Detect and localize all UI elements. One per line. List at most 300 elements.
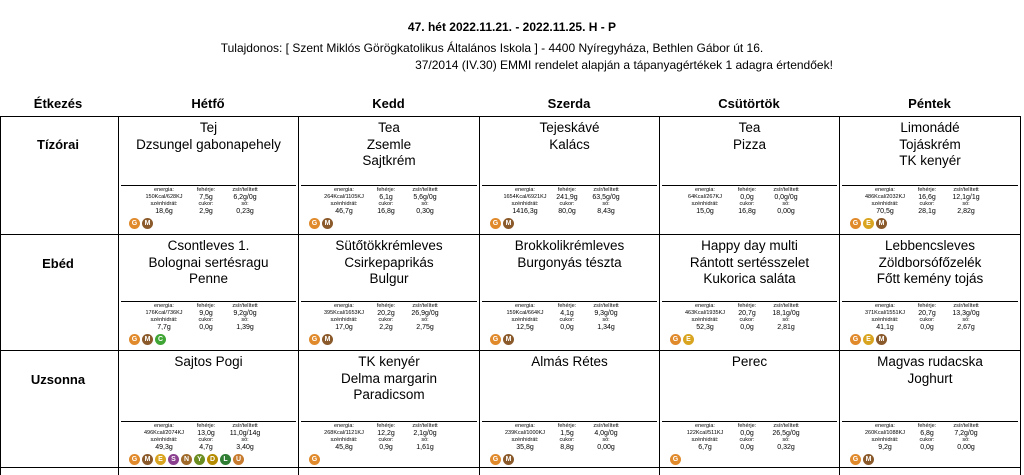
allergen-gluten-icon: G	[850, 218, 861, 229]
allergen-icons	[129, 334, 166, 345]
label-cukor: cukor:	[919, 201, 935, 207]
food-item: Bulgur	[369, 271, 409, 286]
label-zsir: zsír/telített	[953, 303, 979, 309]
nutrition-box	[840, 301, 1020, 349]
label-feherje: fehérje:	[196, 303, 216, 309]
label-energia: energia:	[695, 303, 715, 309]
value-zsir: 26,5g/0g	[772, 430, 800, 437]
label-cukor: cukor:	[739, 437, 755, 443]
value-so: 0,30g	[416, 208, 434, 215]
label-so: só:	[602, 317, 610, 323]
grid-line	[298, 116, 299, 475]
food-item: Főtt kemény tojás	[876, 271, 984, 286]
value-feherje: 20,7g	[918, 310, 936, 317]
value-cukor: 16,8g	[738, 208, 756, 215]
allergen-gluten-icon: G	[490, 454, 501, 465]
label-szenhidrat: szénhidrát:	[150, 437, 178, 443]
label-cukor: cukor:	[378, 201, 394, 207]
allergen-celery-icon: C	[155, 334, 166, 345]
label-szenhidrat: szénhidrát:	[330, 201, 358, 207]
label-so: só:	[962, 437, 970, 443]
value-cukor: 16,8g	[377, 208, 395, 215]
value-so: 1,34g	[597, 324, 615, 331]
nutrition-box	[480, 185, 659, 233]
food-list	[299, 120, 479, 170]
food-item: Tej	[199, 120, 218, 135]
value-zsir: 5,6g/0g	[413, 194, 437, 201]
label-feherje: fehérje:	[917, 423, 937, 429]
label-feherje: fehérje:	[196, 187, 216, 193]
grid-line	[0, 116, 1020, 117]
nutrition-box	[119, 185, 298, 233]
day-header-wednesday: Szerda	[547, 96, 591, 111]
label-so: só:	[421, 437, 429, 443]
allergen-mustard-icon: D	[207, 454, 218, 465]
menu-cell	[480, 351, 659, 467]
week-title: 47. hét 2022.11.21. - 2022.11.25. H - P	[407, 20, 617, 34]
day-header-thursday: Csütörtök	[718, 96, 780, 111]
food-list	[660, 354, 839, 371]
nutrition-divider	[301, 185, 477, 186]
allergen-egg-icon: E	[155, 454, 166, 465]
food-item: Joghurt	[907, 370, 953, 386]
label-feherje: fehérje:	[376, 423, 396, 429]
nutrition-table	[500, 303, 640, 331]
food-item: Burgonyás tészta	[517, 254, 622, 270]
allergen-gluten-icon: G	[850, 334, 861, 345]
value-so: 8,43g	[597, 208, 615, 215]
value-szenhidrat: 70,5g	[876, 208, 894, 215]
value-energia: 64Kcal/267KJ	[688, 194, 722, 200]
menu-cell	[119, 117, 298, 234]
value-cukor: 8,8g	[560, 444, 574, 451]
food-item: Tea	[738, 120, 761, 135]
allergen-milk-icon: M	[142, 218, 153, 229]
value-feherje: 6,8g	[920, 430, 934, 437]
food-item: Brokkolikrémleves	[514, 238, 625, 253]
label-cukor: cukor:	[559, 437, 575, 443]
value-energia: 496Kcal/2074KJ	[143, 430, 185, 436]
allergen-gluten-icon: G	[129, 454, 140, 465]
allergen-gluten-icon: G	[490, 218, 501, 229]
row-label-uzsonna: Uzsonna	[30, 372, 86, 387]
label-cukor: cukor:	[739, 317, 755, 323]
nutrition-divider	[662, 301, 837, 302]
allergen-icons	[490, 454, 514, 465]
label-energia: energia:	[875, 423, 895, 429]
menu-cell	[840, 117, 1020, 234]
value-energia: 176Kcal/736KJ	[145, 310, 183, 316]
food-item: TK kenyér	[899, 153, 961, 168]
allergen-lupin-icon: L	[220, 454, 231, 465]
value-so: 3,40g	[236, 444, 254, 451]
label-szenhidrat: szénhidrát:	[691, 437, 719, 443]
allergen-gluten-icon: G	[670, 334, 681, 345]
nutrition-divider	[482, 421, 657, 422]
food-list	[660, 120, 839, 153]
label-feherje: fehérje:	[376, 187, 396, 193]
food-list	[119, 238, 298, 288]
value-feherje: 16,6g	[918, 194, 936, 201]
nutrition-table	[319, 423, 459, 451]
label-so: só:	[602, 201, 610, 207]
grid-line	[1020, 116, 1021, 475]
value-energia: 239Kcal/1000KJ	[504, 430, 546, 436]
value-szenhidrat: 6,7g	[698, 444, 712, 451]
label-so: só:	[782, 437, 790, 443]
food-list	[840, 354, 1020, 387]
label-zsir: zsír/telített	[593, 303, 619, 309]
food-item: Delma margarin	[340, 370, 438, 386]
value-cukor: 80,0g	[558, 208, 576, 215]
value-feherje: 12,2g	[377, 430, 395, 437]
allergen-gluten-icon: G	[850, 454, 861, 465]
food-list	[119, 354, 298, 371]
nutrition-box	[480, 301, 659, 349]
nutrition-divider	[301, 301, 477, 302]
value-energia: 150Kcal/628KJ	[145, 194, 183, 200]
label-feherje: fehérje:	[557, 187, 577, 193]
grid-line	[0, 467, 1020, 468]
label-zsir: zsír/telített	[953, 187, 979, 193]
food-list	[840, 120, 1020, 170]
value-szenhidrat: 52,3g	[696, 324, 714, 331]
allergen-sulphite-icon: U	[233, 454, 244, 465]
day-header-friday: Péntek	[908, 96, 951, 111]
nutrition-box	[660, 185, 839, 233]
label-zsir: zsír/telített	[232, 423, 258, 429]
value-feherje: 6,1g	[379, 194, 393, 201]
label-zsir: zsír/telített	[232, 303, 258, 309]
label-so: só:	[962, 317, 970, 323]
label-so: só:	[421, 317, 429, 323]
food-list	[480, 120, 659, 153]
label-feherje: fehérje:	[196, 423, 216, 429]
menu-cell	[299, 117, 479, 234]
value-szenhidrat: 12,5g	[516, 324, 534, 331]
nutrition-table	[860, 423, 1000, 451]
label-energia: energia:	[154, 187, 174, 193]
value-zsir: 4,0g/0g	[594, 430, 618, 437]
nutrition-box	[119, 301, 298, 349]
nutrition-divider	[662, 421, 837, 422]
allergen-milk-icon: M	[863, 454, 874, 465]
value-energia: 264Kcal/1105KJ	[324, 194, 364, 200]
nutrition-divider	[482, 185, 657, 186]
value-szenhidrat: 17,0g	[335, 324, 353, 331]
label-zsir: zsír/telített	[773, 303, 799, 309]
value-energia: 122Kcal/511KJ	[686, 430, 724, 436]
label-szenhidrat: szénhidrát:	[511, 201, 539, 207]
meal-column-header: Étkezés	[33, 96, 83, 111]
allergen-milk-icon: M	[876, 218, 887, 229]
label-cukor: cukor:	[378, 437, 394, 443]
label-energia: energia:	[695, 187, 715, 193]
label-cukor: cukor:	[559, 201, 575, 207]
nutrition-divider	[842, 301, 1018, 302]
label-feherje: fehérje:	[737, 187, 757, 193]
label-so: só:	[962, 201, 970, 207]
food-item: Sajtos Pogi	[174, 354, 243, 369]
allergen-icons	[670, 334, 694, 345]
grid-line	[839, 116, 840, 475]
grid-line	[659, 116, 660, 475]
allergen-sesame-icon: S	[168, 454, 179, 465]
label-feherje: fehérje:	[737, 303, 757, 309]
value-so: 0,00g	[957, 444, 975, 451]
grid-line	[118, 116, 119, 475]
grid-line	[0, 350, 1020, 351]
nutrition-box	[660, 301, 839, 349]
label-zsir: zsír/telített	[773, 187, 799, 193]
value-so: 1,61g	[416, 444, 434, 451]
value-feherje: 9,0g	[199, 310, 213, 317]
nutrition-divider	[301, 421, 477, 422]
nutrition-box	[480, 421, 659, 467]
label-cukor: cukor:	[198, 201, 214, 207]
food-item: Sütőtökkrémleves	[335, 238, 443, 253]
label-feherje: fehérje:	[376, 303, 396, 309]
food-item: Tojáskrém	[899, 136, 961, 152]
label-so: só:	[241, 201, 249, 207]
nutrition-table	[139, 423, 279, 451]
food-list	[480, 238, 659, 271]
value-energia: 463Kcal/1935KJ	[684, 310, 726, 316]
label-so: só:	[241, 317, 249, 323]
nutrition-table	[680, 423, 820, 451]
food-item: Kalács	[549, 136, 590, 152]
food-list	[299, 354, 479, 404]
value-feherje: 1,5g	[560, 430, 574, 437]
allergen-egg-icon: E	[863, 218, 874, 229]
food-item: Lebbencsleves	[884, 238, 976, 253]
menu-cell	[299, 351, 479, 467]
nutrition-divider	[121, 421, 296, 422]
value-cukor: 2,2g	[379, 324, 393, 331]
allergen-milk-icon: M	[503, 454, 514, 465]
value-feherje: 20,7g	[738, 310, 756, 317]
label-cukor: cukor:	[378, 317, 394, 323]
allergen-gluten-icon: G	[309, 454, 320, 465]
allergen-icons	[129, 218, 153, 229]
grid-line	[479, 116, 480, 475]
food-item: Almás Rétes	[531, 354, 608, 369]
label-energia: energia:	[515, 423, 535, 429]
value-zsir: 26,9g/0g	[411, 310, 439, 317]
nutrition-divider	[842, 185, 1018, 186]
nutrition-table	[680, 303, 820, 331]
label-szenhidrat: szénhidrát:	[691, 201, 719, 207]
label-szenhidrat: szénhidrát:	[871, 201, 899, 207]
nutrition-divider	[121, 185, 296, 186]
label-zsir: zsír/telített	[593, 187, 619, 193]
food-item: Magvas rudacska	[877, 354, 983, 369]
food-list	[299, 238, 479, 288]
grid-line	[0, 234, 1020, 235]
allergen-icons	[309, 454, 320, 465]
allergen-milk-icon: M	[322, 218, 333, 229]
allergen-icons	[850, 334, 887, 345]
value-szenhidrat: 35,8g	[516, 444, 534, 451]
food-item: Csirkepaprikás	[344, 254, 434, 270]
menu-cell	[840, 351, 1020, 467]
value-feherje: 7,5g	[199, 194, 213, 201]
value-szenhidrat: 7,7g	[157, 324, 171, 331]
value-zsir: 0,0g/0g	[774, 194, 798, 201]
food-item: Limonádé	[900, 120, 960, 135]
label-szenhidrat: szénhidrát:	[150, 201, 178, 207]
allergen-icons	[670, 454, 681, 465]
menu-cell	[480, 117, 659, 234]
value-energia: 260Kcal/1088KJ	[864, 430, 906, 436]
value-feherje: 0,0g	[740, 430, 754, 437]
value-so: 0,32g	[777, 444, 795, 451]
value-energia: 395Kcal/1653KJ	[323, 310, 365, 316]
label-feherje: fehérje:	[557, 303, 577, 309]
value-cukor: 2,9g	[199, 208, 213, 215]
value-cukor: 0,0g	[740, 444, 754, 451]
label-feherje: fehérje:	[737, 423, 757, 429]
allergen-egg-icon: E	[863, 334, 874, 345]
food-list	[660, 238, 839, 288]
value-so: 2,82g	[957, 208, 975, 215]
value-zsir: 6,2g/0g	[233, 194, 257, 201]
value-zsir: 9,3g/0g	[594, 310, 618, 317]
label-so: só:	[602, 437, 610, 443]
label-cukor: cukor:	[919, 437, 935, 443]
value-cukor: 0,9g	[379, 444, 393, 451]
allergen-gluten-icon: G	[309, 334, 320, 345]
value-cukor: 0,0g	[560, 324, 574, 331]
nutrition-divider	[662, 185, 837, 186]
value-zsir: 2,1g/0g	[413, 430, 437, 437]
value-zsir: 13,3g/0g	[952, 310, 980, 317]
allergen-gluten-icon: G	[309, 218, 320, 229]
row-label-ebed: Ebéd	[42, 256, 74, 271]
value-feherje: 20,2g	[377, 310, 395, 317]
label-cukor: cukor:	[919, 317, 935, 323]
label-zsir: zsír/telített	[953, 423, 979, 429]
day-header-monday: Hétfő	[191, 96, 225, 111]
allergen-gluten-icon: G	[670, 454, 681, 465]
food-item: Sajtkrém	[362, 153, 416, 168]
nutrition-table	[860, 303, 1000, 331]
menu-cell	[119, 235, 298, 350]
food-item: Happy day multi	[701, 238, 798, 253]
value-energia: 371Kcal/1551KJ	[864, 310, 906, 316]
food-list	[119, 120, 298, 153]
label-cukor: cukor:	[559, 317, 575, 323]
label-zsir: zsír/telített	[773, 423, 799, 429]
label-energia: energia:	[154, 303, 174, 309]
menu-cell	[660, 235, 839, 350]
nutrition-box	[660, 421, 839, 467]
allergen-milk-icon: M	[322, 334, 333, 345]
label-energia: energia:	[695, 423, 715, 429]
nutrition-box	[299, 301, 479, 349]
menu-cell	[119, 351, 298, 467]
value-cukor: 4,7g	[199, 444, 213, 451]
allergen-gluten-icon: G	[490, 334, 501, 345]
nutrition-divider	[121, 301, 296, 302]
label-cukor: cukor:	[739, 201, 755, 207]
label-szenhidrat: szénhidrát:	[330, 317, 358, 323]
allergen-milk-icon: M	[876, 334, 887, 345]
regulation-note: 37/2014 (IV.30) EMMI rendelet alapján a tápanyagértékek 1 adagra értendőek!	[415, 58, 833, 72]
allergen-icons	[490, 334, 514, 345]
value-szenhidrat: 15,0g	[696, 208, 714, 215]
label-so: só:	[421, 201, 429, 207]
label-szenhidrat: szénhidrát:	[511, 437, 539, 443]
allergen-icons	[490, 218, 514, 229]
value-cukor: 28,1g	[918, 208, 936, 215]
food-list	[840, 238, 1020, 288]
label-feherje: fehérje:	[557, 423, 577, 429]
label-zsir: zsír/telített	[232, 187, 258, 193]
food-list	[480, 354, 659, 371]
value-szenhidrat: 41,1g	[876, 324, 894, 331]
label-szenhidrat: szénhidrát:	[150, 317, 178, 323]
value-energia: 268Kcal/1121KJ	[324, 430, 364, 436]
value-so: 0,00g	[777, 208, 795, 215]
value-so: 0,23g	[236, 208, 254, 215]
value-zsir: 18,1g/0g	[772, 310, 800, 317]
food-item: Perec	[731, 354, 768, 369]
allergen-gluten-icon: G	[129, 218, 140, 229]
food-item: Tea	[378, 120, 400, 135]
allergen-gluten-icon: G	[129, 334, 140, 345]
label-szenhidrat: szénhidrát:	[330, 437, 358, 443]
allergen-icons	[850, 454, 874, 465]
food-item: Pizza	[732, 136, 766, 152]
food-item: Penne	[188, 271, 229, 286]
allergen-milk-icon: M	[503, 334, 514, 345]
food-item: Tejeskávé	[539, 120, 600, 135]
menu-cell	[299, 235, 479, 350]
value-zsir: 63,5g/0g	[592, 194, 620, 201]
value-energia: 486Kcal/2032KJ	[864, 194, 906, 200]
food-item: Paradicsom	[353, 387, 425, 402]
label-feherje: fehérje:	[917, 303, 937, 309]
label-szenhidrat: szénhidrát:	[871, 437, 899, 443]
value-szenhidrat: 46,7g	[335, 208, 353, 215]
label-so: só:	[241, 437, 249, 443]
food-item: Bolognai sertésragu	[148, 254, 269, 270]
value-zsir: 12,1g/1g	[952, 194, 980, 201]
value-cukor: 0,0g	[920, 444, 934, 451]
label-szenhidrat: szénhidrát:	[511, 317, 539, 323]
label-so: só:	[782, 201, 790, 207]
label-szenhidrat: szénhidrát:	[691, 317, 719, 323]
label-szenhidrat: szénhidrát:	[871, 317, 899, 323]
nutrition-table	[500, 187, 640, 215]
label-cukor: cukor:	[198, 317, 214, 323]
value-cukor: 0,0g	[199, 324, 213, 331]
allergen-milk-icon: M	[142, 334, 153, 345]
nutrition-table	[319, 303, 459, 331]
allergen-milk-icon: M	[503, 218, 514, 229]
value-feherje: 241,9g	[556, 194, 578, 201]
food-item: Dzsungel gabonapehely	[136, 136, 281, 152]
value-feherje: 13,0g	[197, 430, 215, 437]
label-so: só:	[782, 317, 790, 323]
value-so: 2,75g	[416, 324, 434, 331]
menu-cell	[660, 117, 839, 234]
label-energia: energia:	[875, 187, 895, 193]
label-energia: energia:	[334, 303, 354, 309]
value-cukor: 0,0g	[740, 324, 754, 331]
label-energia: energia:	[154, 423, 174, 429]
